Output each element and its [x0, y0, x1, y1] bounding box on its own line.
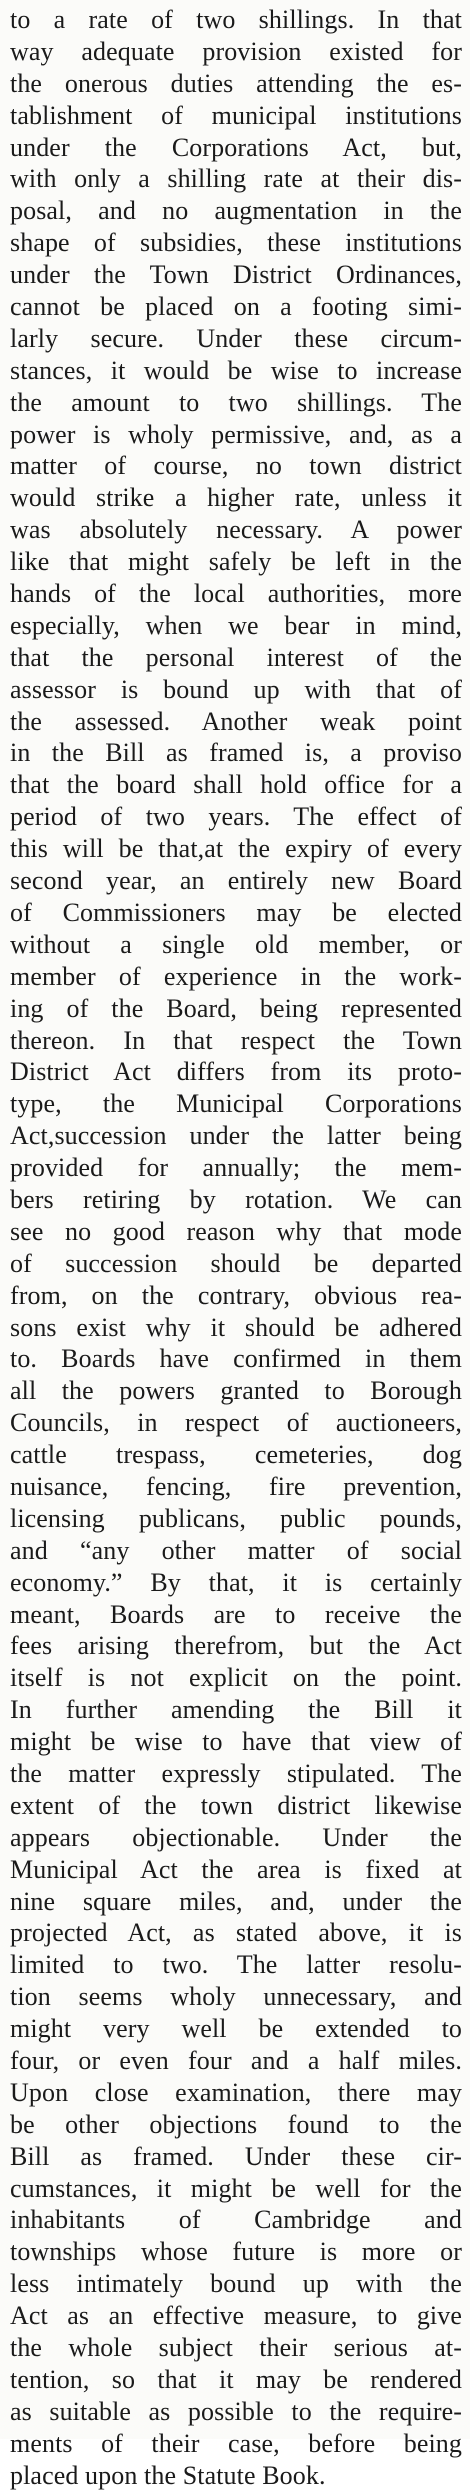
article-line: period of two years. The effect of: [10, 802, 462, 832]
article-line: nuisance, fencing, fire prevention,: [10, 1471, 462, 1501]
article-line: Municipal Act the area is fixed at: [10, 1854, 462, 1884]
article-line: Councils, in respect of auctioneers,: [10, 1408, 462, 1438]
article-line: that the personal interest of the: [10, 642, 462, 672]
article-line: inhabitants of Cambridge and: [10, 2205, 462, 2235]
article-line: In further amending the Bill it: [10, 1695, 462, 1725]
article-line: sons exist why it should be adhered: [10, 1312, 462, 1342]
article-line: provided for annually; the mem-: [10, 1153, 462, 1183]
article-line: posal, and no augmentation in the: [10, 196, 462, 226]
article-line: licensing publicans, public pounds,: [10, 1503, 462, 1533]
article-line: District Act differs from its proto-: [10, 1057, 462, 1087]
article-line: hands of the local authorities, more: [10, 579, 462, 609]
article-line: projected Act, as stated above, it is: [10, 1918, 462, 1948]
article-line: as suitable as possible to the require-: [10, 2396, 462, 2426]
article-line: way adequate provision existed for: [10, 36, 462, 66]
article-line: Act as an effective measure, to give: [10, 2301, 462, 2331]
article-line: cattle trespass, cemeteries, dog: [10, 1440, 462, 1470]
article-line: all the powers granted to Borough: [10, 1376, 462, 1406]
article-line: from, on the contrary, obvious rea-: [10, 1280, 462, 1310]
article-line: thereon. In that respect the Town: [10, 1025, 462, 1055]
article-line: without a single old member, or: [10, 929, 462, 959]
article-line: cumstances, it might be well for the: [10, 2173, 462, 2203]
article-line: the onerous duties attending the es-: [10, 68, 462, 98]
article-line: that the board shall hold office for a: [10, 770, 462, 800]
article-line: this will be that,at the expiry of every: [10, 834, 462, 864]
article-line: shape of subsidies, these institutions: [10, 228, 462, 258]
article-line: economy.” By that, it is certainly: [10, 1567, 462, 1597]
article-line: the amount to two shillings. The: [10, 387, 462, 417]
article-line: ments of their case, before being: [10, 2428, 462, 2458]
article-line: to a rate of two shillings. In that: [10, 5, 462, 34]
article-line: with only a shilling rate at their dis-: [10, 164, 462, 194]
article-line: the assessed. Another weak point: [10, 706, 462, 736]
article-line: Act,succession under the latter being: [10, 1121, 462, 1151]
article-line: under the Corporations Act, but,: [10, 132, 462, 162]
article-line: itself is not explicit on the point.: [10, 1663, 462, 1693]
article-line: assessor is bound up with that of: [10, 674, 462, 704]
article-line: of succession should be departed: [10, 1248, 462, 1278]
article-column: [10, 4, 462, 2491]
article-line: under the Town District Ordinances,: [10, 260, 462, 290]
article-line: in the Bill as framed is, a proviso: [10, 738, 462, 768]
article-line: bers retiring by rotation. We can: [10, 1184, 462, 1214]
article-line: Upon close examination, there may: [10, 2077, 462, 2107]
article-line: might very well be extended to: [10, 2014, 462, 2044]
article-line: especially, when we bear in mind,: [10, 610, 462, 640]
article-line: member of experience in the work-: [10, 961, 462, 991]
article-line: townships whose future is more or: [10, 2237, 462, 2267]
article-line: extent of the town district likewise: [10, 1790, 462, 1820]
article-line: larly secure. Under these circum-: [10, 323, 462, 353]
article-line: fees arising therefrom, but the Act: [10, 1631, 462, 1661]
article-line: of Commissioners may be elected: [10, 897, 462, 927]
article-line: limited to two. The latter resolu-: [10, 1950, 462, 1980]
article-line: was absolutely necessary. A power: [10, 515, 462, 545]
article-line: the whole subject their serious at-: [10, 2333, 462, 2363]
article-line: might be wise to have that view of: [10, 1727, 462, 1757]
article-line: power is wholy permissive, and, as a: [10, 419, 462, 449]
article-line: nine square miles, and, under the: [10, 1886, 462, 1916]
article-line: tablishment of municipal institutions: [10, 100, 462, 130]
article-line: and “any other matter of social: [10, 1535, 462, 1565]
article-line: second year, an entirely new Board: [10, 866, 462, 896]
article-line: less intimately bound up with the: [10, 2269, 462, 2299]
article-line: matter of course, no town district: [10, 451, 462, 481]
article-line: would strike a higher rate, unless it: [10, 483, 462, 513]
article-line: Bill as framed. Under these cir-: [10, 2141, 462, 2171]
article-line: be other objections found to the: [10, 2109, 462, 2139]
article-line: meant, Boards are to receive the: [10, 1599, 462, 1629]
article-line: type, the Municipal Corporations: [10, 1089, 462, 1119]
article-line: stances, it would be wise to increase: [10, 355, 462, 385]
article-line: appears objectionable. Under the: [10, 1822, 462, 1852]
article-line: like that might safely be left in the: [10, 547, 462, 577]
article-line: tion seems wholy unnecessary, and: [10, 1982, 462, 2012]
article-line: the matter expressly stipulated. The: [10, 1758, 462, 1788]
article-line: cannot be placed on a footing simi-: [10, 292, 462, 322]
article-line: see no good reason why that mode: [10, 1216, 462, 1246]
article-line: ing of the Board, being represented: [10, 993, 462, 1023]
article-line: four, or even four and a half miles.: [10, 2046, 462, 2075]
article-line: to. Boards have confirmed in them: [10, 1344, 462, 1374]
article-line-last: placed upon the Statute Book.: [10, 2460, 326, 2490]
article-line: tention, so that it may be rendered: [10, 2364, 462, 2394]
